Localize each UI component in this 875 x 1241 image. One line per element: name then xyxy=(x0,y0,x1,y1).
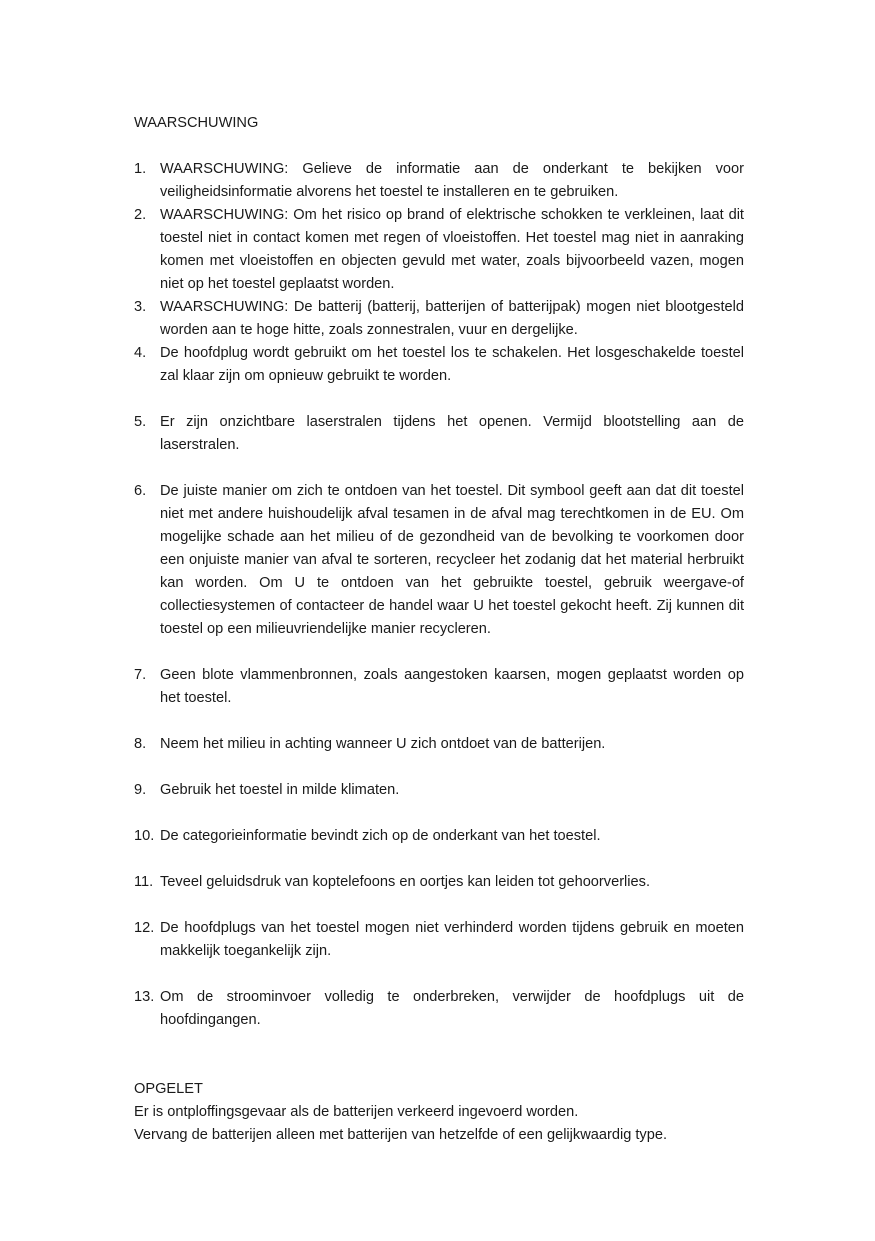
item-number: 9. xyxy=(134,782,147,798)
item-text: WAARSCHUWING: De batterij (batterij, batterijen of batterijpak) mogen niet blootgesteld worden aan te hoge hitte, zoals zonnestralen, vuur en dergelijke. xyxy=(160,299,744,338)
item-number: 1. xyxy=(134,161,147,177)
item-text: De hoofdplug wordt gebruikt om het toestel los te schakelen. Het losgeschakelde toestel zal klaar zijn om opnieuw gebruikt te worden. xyxy=(160,345,744,384)
item-text: Om de stroominvoer volledig te onderbreken, verwijder de hoofdplugs uit de hoofdingangen. xyxy=(160,989,744,1028)
item-text: Geen blote vlammenbronnen, zoals aangestoken kaarsen, mogen geplaatst worden op het toestel. xyxy=(160,667,744,706)
list-item xyxy=(134,917,744,963)
item-text: De hoofdplugs van het toestel mogen niet verhinderd worden tijdens gebruik en moeten makkelijk toegankelijk zijn. xyxy=(160,920,744,959)
list-item xyxy=(134,158,744,204)
item-number: 8. xyxy=(134,736,147,752)
item-text: WAARSCHUWING: Om het risico op brand of elektrische schokken te verkleinen, laat dit toestel niet in contact komen met regen of vloeistoffen. Het toestel mag niet in aanraking komen met vloeistoffen en objecten gevuld met water, zoals bijvoorbeeld vazen, mogen niet op het toestel geplaatst worden. xyxy=(160,207,744,292)
item-text: Neem het milieu in achting wanneer U zich ontdoet van de batterijen. xyxy=(160,736,606,752)
item-number: 3. xyxy=(134,299,147,315)
item-number: 6. xyxy=(134,483,147,499)
item-number: 7. xyxy=(134,667,147,683)
list-item xyxy=(134,204,744,296)
item-text: De categorieinformatie bevindt zich op de onderkant van het toestel. xyxy=(160,828,601,844)
caution-title: OPGELET xyxy=(134,1081,203,1097)
item-text: Er zijn onzichtbare laserstralen tijdens het openen. Vermijd blootstelling aan de laserstralen. xyxy=(160,414,744,453)
item-number: 11. xyxy=(134,874,154,890)
warning-list xyxy=(134,158,744,1032)
list-item xyxy=(134,411,744,457)
list-item xyxy=(134,664,744,710)
caution-section xyxy=(134,1078,744,1147)
document-page xyxy=(134,112,744,1147)
list-item xyxy=(134,342,744,388)
list-item xyxy=(134,986,744,1032)
item-number: 10. xyxy=(134,828,155,844)
item-text: De juiste manier om zich te ontdoen van het toestel. Dit symbool geeft aan dat dit toestel niet met andere huishoudelijk afval tesamen in de afval mag terechtkomen in de EU. Om mogelijke schade aan het milieu of de gezondheid van de bevolking te voorkomen door een onjuiste manier van afval te sorteren, recycleer het zodanig dat het material herbruikt kan worden. Om U te ontdoen van het gebruikte toestel, gebruik weergave-of collectiesystemen of contacteer de handel waar U het toestel gekocht heeft. Zij kunnen dit toestel op een milieuvriendelijke manier recycleren. xyxy=(160,483,744,637)
item-number: 5. xyxy=(134,414,147,430)
caution-line: Er is ontploffingsgevaar als de batterijen verkeerd ingevoerd worden. xyxy=(134,1104,579,1120)
list-item xyxy=(134,733,744,756)
list-item xyxy=(134,296,744,342)
item-text: Gebruik het toestel in milde klimaten. xyxy=(160,782,400,798)
item-number: 2. xyxy=(134,207,147,223)
item-number: 13. xyxy=(134,989,155,1005)
list-item xyxy=(134,871,744,894)
item-number: 4. xyxy=(134,345,147,361)
item-number: 12. xyxy=(134,920,155,936)
page-title: WAARSCHUWING xyxy=(134,115,259,131)
list-item xyxy=(134,825,744,848)
caution-line: Vervang de batterijen alleen met batterijen van hetzelfde of een gelijkwaardig type. xyxy=(134,1127,668,1143)
list-item xyxy=(134,480,744,641)
list-item xyxy=(134,779,744,802)
item-text: Teveel geluidsdruk van koptelefoons en oortjes kan leiden tot gehoorverlies. xyxy=(160,874,651,890)
item-text: WAARSCHUWING: Gelieve de informatie aan de onderkant te bekijken voor veiligheidsinformatie alvorens het toestel te installeren en te gebruiken. xyxy=(160,161,744,200)
